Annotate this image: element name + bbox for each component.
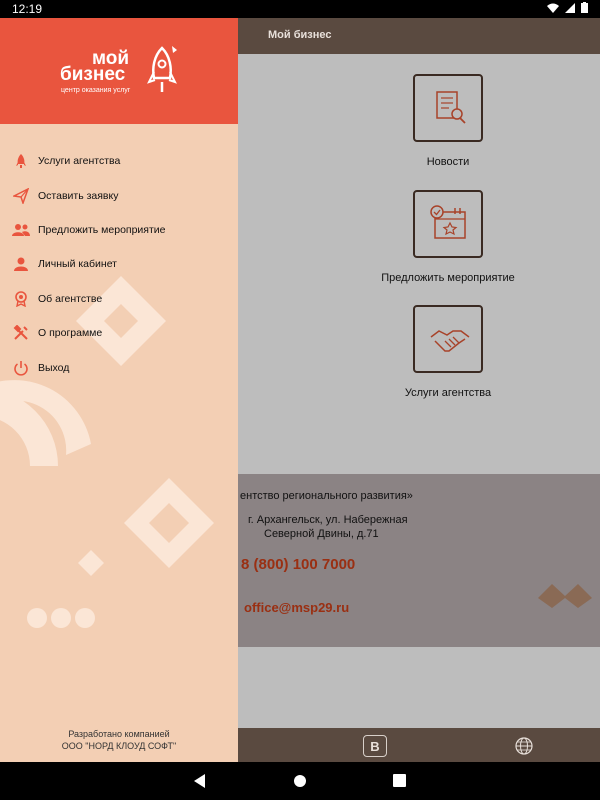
battery-icon (581, 2, 588, 16)
agency-services-tile-label: Услуги агентства (404, 387, 492, 399)
menu-item-label: Услуги агентства (38, 155, 121, 168)
drawer-decoration (0, 18, 238, 762)
system-nav-bar (0, 762, 600, 800)
handshake-icon (415, 307, 485, 375)
logo-line-2: бизнес (60, 64, 126, 85)
rocket-icon (12, 152, 30, 170)
address-line-2: Северной Двины, д.71 (264, 528, 379, 540)
globe-icon (514, 736, 534, 756)
email-link[interactable]: office@msp29.ru (244, 600, 350, 615)
back-triangle-icon (193, 774, 207, 788)
logo-subtitle: центр оказания услуг (61, 87, 131, 94)
vk-button[interactable]: В (363, 735, 387, 757)
news-tile-label: Новости (426, 156, 470, 168)
app-title: Мой бизнес (268, 29, 332, 41)
send-icon (12, 187, 30, 205)
website-button[interactable] (512, 735, 536, 757)
credit-line-2: ООО "НОРД КЛОУД СОФТ" (61, 741, 177, 751)
menu-item-label: О программе (38, 327, 103, 340)
menu-item-label: Об агентстве (38, 292, 103, 305)
menu-item-logout[interactable] (0, 350, 238, 384)
address (248, 513, 408, 541)
news-search-icon (415, 76, 485, 144)
menu-item-agency-services[interactable] (0, 144, 238, 178)
menu-item-about-agency[interactable] (0, 282, 238, 316)
calendar-star-icon (415, 192, 485, 260)
recents-square-icon (393, 774, 406, 787)
agency-services-tile[interactable] (413, 305, 483, 373)
tools-icon (12, 324, 30, 342)
propose-event-tile[interactable] (413, 190, 483, 258)
recents-button[interactable] (393, 774, 406, 792)
menu-item-submit-request[interactable] (0, 178, 238, 212)
developer-credit (0, 728, 238, 752)
navigation-drawer (0, 18, 238, 762)
award-icon (12, 290, 30, 308)
credit-line-1: Разработано компанией (68, 729, 170, 739)
address-line-1: г. Архангельск, ул. Набережная (248, 514, 408, 526)
signal-icon (565, 2, 575, 16)
home-button[interactable] (293, 774, 307, 793)
people-icon (12, 221, 30, 239)
organization-name: ентство регионального развития» (240, 490, 413, 502)
drawer-header (0, 18, 238, 124)
status-bar (0, 0, 600, 18)
home-circle-icon (293, 774, 307, 788)
propose-event-tile-label: Предложить мероприятие (381, 272, 515, 284)
drawer-menu (0, 144, 238, 385)
back-button[interactable] (193, 774, 207, 793)
decorative-chevron-icon (538, 572, 592, 608)
rocket-logo-icon (144, 44, 180, 100)
wifi-icon (547, 2, 559, 16)
menu-item-propose-event[interactable] (0, 213, 238, 247)
menu-item-label: Предложить мероприятие (38, 223, 166, 236)
menu-item-personal-account[interactable] (0, 247, 238, 281)
menu-item-about-app[interactable] (0, 316, 238, 350)
news-tile[interactable] (413, 74, 483, 142)
menu-item-label: Оставить заявку (38, 189, 119, 202)
power-icon (12, 359, 30, 377)
status-time: 12:19 (12, 2, 43, 16)
menu-item-label: Личный кабинет (38, 258, 117, 271)
logo-line-1: мой (92, 48, 130, 69)
phone-link[interactable]: 8 (800) 100 7000 (241, 556, 356, 573)
person-icon (12, 255, 30, 273)
menu-item-label: Выход (38, 361, 70, 374)
